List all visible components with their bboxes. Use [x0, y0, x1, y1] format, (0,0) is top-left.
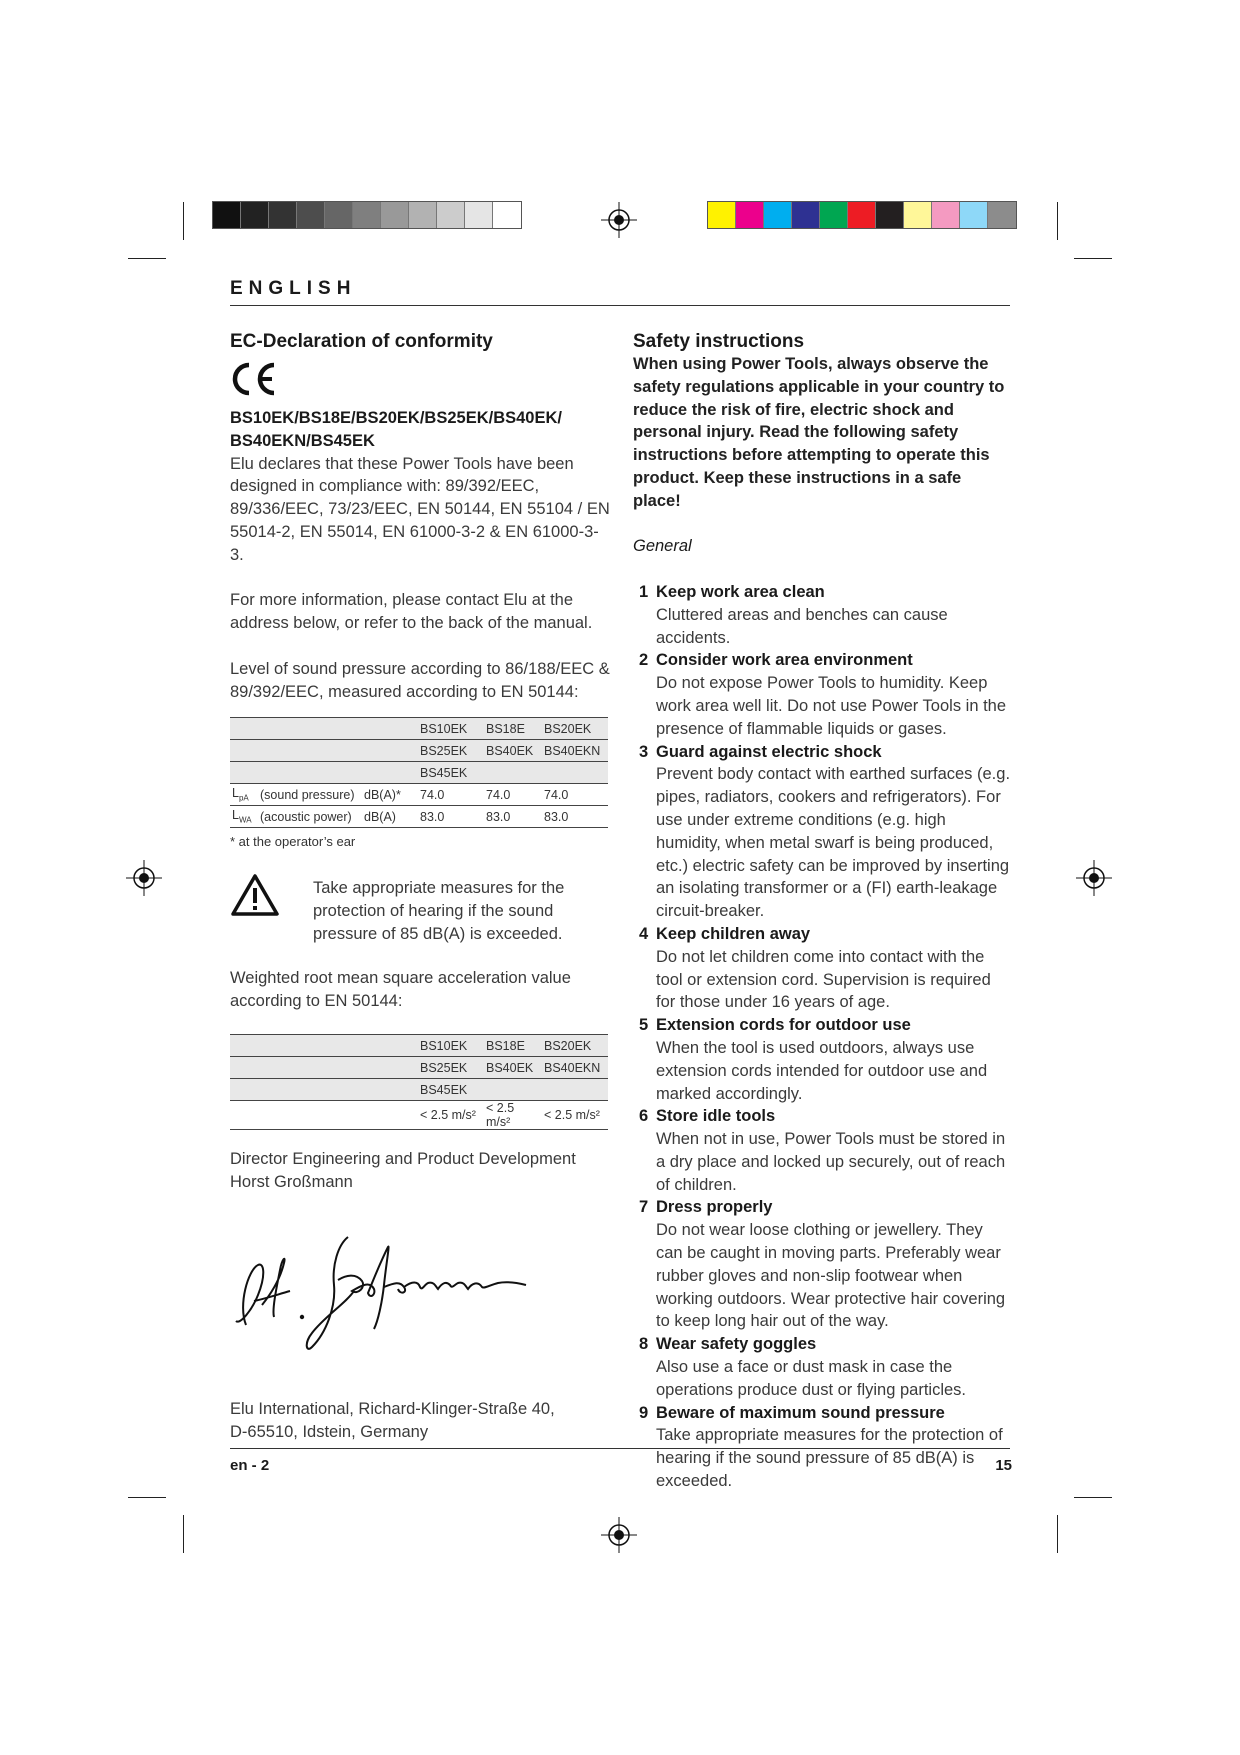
color-swatch	[241, 202, 269, 228]
sound-intro-text: Level of sound pressure according to 86/188/EEC & 89/392/EEC, measured according to EN 50144:	[230, 659, 610, 701]
left-column	[230, 331, 610, 703]
table-row: BS10EK BS18E BS20EK	[230, 718, 608, 740]
crop-mark	[1057, 1515, 1058, 1553]
crop-mark	[183, 202, 184, 240]
process-color-bar	[707, 201, 1017, 229]
signatory-name: Horst Großmann	[230, 1172, 353, 1191]
page-number: 15	[995, 1457, 1012, 1474]
list-item: 6 Store idle tools When not in use, Power Tools must be stored in a dry place and locked up securely, out of reach of children.	[639, 1107, 1006, 1194]
model-list: BS10EK/BS18E/BS20EK/BS25EK/BS40EK/ BS40EKN/BS45EK	[230, 409, 562, 450]
svg-text:H. Großmann: H. Großmann	[228, 1225, 235, 1226]
safety-heading: Safety instructions	[633, 331, 805, 352]
color-swatch	[736, 202, 764, 228]
color-swatch	[353, 202, 381, 228]
ce-mark-icon	[230, 359, 610, 407]
color-swatch	[325, 202, 353, 228]
list-item: 5 Extension cords for outdoor use When the tool is used outdoors, always use extension cords intended for outdoor use and marked accordingly.	[639, 1016, 988, 1103]
table-row: BS25EK BS40EK BS40EKN	[230, 740, 608, 762]
company-address: Elu International, Richard-Klinger-Straße 40, D-65510, Idstein, Germany	[230, 1400, 555, 1441]
right-column	[633, 331, 1013, 1493]
list-item: 7 Dress properly Do not wear loose clothing or jewellery. They can be caught in moving parts. Preferably wear rubber gloves and non-slip footwear when working outdoors. Wear protective hair covering to keep long hair out of the way.	[639, 1198, 1006, 1331]
color-swatch	[792, 202, 820, 228]
signatory-block	[230, 1148, 610, 1194]
general-subheading: General	[633, 537, 692, 556]
table-row: BS45EK	[230, 1079, 608, 1101]
crop-mark	[128, 1497, 166, 1498]
color-swatch	[409, 202, 437, 228]
safety-intro: When using Power Tools, always observe the safety regulations applicable in your country to reduce the risk of fire, electric shock and personal injury. Read the following safety instructions before attempting to operate this product. Keep these instructions in a safe place!	[633, 355, 1005, 510]
color-swatch	[437, 202, 465, 228]
registration-mark-icon	[1076, 860, 1112, 896]
list-item: 2 Consider work area environment Do not expose Power Tools to humidity. Keep work area well lit. Do not use Power Tools in the presence of flammable liquids or gases.	[639, 651, 1007, 738]
footer-page-label: en - 2	[230, 1457, 270, 1474]
list-item: 1 Keep work area clean Cluttered areas and benches can cause accidents.	[639, 582, 948, 647]
color-swatch	[493, 202, 521, 228]
color-swatch	[708, 202, 736, 228]
table-row: $L_{pA}$ (sound pressure) dB(A)* 74.0 74.0 74.0	[230, 784, 608, 806]
warning-triangle-icon	[230, 873, 280, 917]
table-row: $L_{WA}$ (acoustic power) dB(A) 83.0 83.0 83.0	[230, 806, 608, 828]
color-swatch	[820, 202, 848, 228]
color-swatch	[988, 202, 1016, 228]
table-row: BS10EK BS18E BS20EK	[230, 1035, 608, 1057]
ec-declaration-heading: EC-Declaration of conformity	[230, 331, 493, 352]
crop-mark	[1074, 1497, 1112, 1498]
registration-mark-icon	[601, 1517, 637, 1553]
list-item: 9 Beware of maximum sound pressure Take appropriate measures for the protection of hearing if the sound pressure of 85 dB(A) is exceeded.	[639, 1403, 1003, 1491]
hearing-warning-text: Take appropriate measures for the protection of hearing if the sound pressure of 85 dB(A) is exceeded.	[313, 879, 565, 943]
safety-list	[633, 581, 1013, 1493]
color-swatch	[764, 202, 792, 228]
list-item: 4 Keep children away Do not let children come into contact with the tool or extension cord. Supervision is required for those under 16 years of age.	[639, 924, 991, 1012]
registration-mark-icon	[601, 202, 637, 238]
crop-mark	[1057, 202, 1058, 240]
color-swatch	[876, 202, 904, 228]
grayscale-color-bar	[212, 201, 522, 229]
table-row: BS45EK	[230, 762, 608, 784]
declaration-text: Elu declares that these Power Tools have been designed in compliance with: 89/392/EEC, 89/336/EEC, 73/23/EEC, EN 50144, EN 55104 / EN 55014-2, EN 55014, EN 61000-3-2 & EN 61000-3-3.	[230, 454, 610, 564]
color-swatch	[465, 202, 493, 228]
registration-mark-icon	[126, 860, 162, 896]
signatory-title: Director Engineering and Product Development	[230, 1150, 576, 1168]
contact-text: For more information, please contact Elu at the address below, or refer to the back of the manual.	[230, 591, 593, 633]
table-row: < 2.5 m/s² < 2.5 m/s² < 2.5 m/s²	[230, 1101, 608, 1130]
color-swatch	[932, 202, 960, 228]
sound-level-table	[230, 717, 608, 828]
color-swatch	[213, 202, 241, 228]
crop-mark	[1074, 258, 1112, 259]
list-item: 8 Wear safety goggles Also use a face or dust mask in case the operations produce dust or flying particles.	[639, 1335, 967, 1399]
color-swatch	[848, 202, 876, 228]
color-swatch	[960, 202, 988, 228]
color-swatch	[904, 202, 932, 228]
header-rule	[230, 305, 1010, 306]
language-heading: ENGLISH	[230, 278, 357, 299]
footer-rule	[230, 1448, 1010, 1449]
color-swatch	[269, 202, 297, 228]
color-swatch	[381, 202, 409, 228]
vibration-table	[230, 1034, 608, 1130]
table-row: BS25EK BS40EK BS40EKN	[230, 1057, 608, 1079]
crop-mark	[128, 258, 166, 259]
list-item: 3 Guard against electric shock Prevent body contact with earthed surfaces (e.g. pipes, radiators, cookers and refrigerators). For use under extreme conditions (e.g. high humidity, when metal swarf is being produced, etc.) electric safety can be improved by inserting an isolating transformer or a (FI) earth-leakage circuit-breaker.	[639, 742, 1011, 921]
handwritten-signature	[228, 1225, 548, 1355]
crop-mark	[183, 1515, 184, 1553]
vibration-intro-text: Weighted root mean square acceleration value according to EN 50144:	[230, 969, 571, 1010]
color-swatch	[297, 202, 325, 228]
table-footnote: * at the operator’s ear	[230, 834, 356, 849]
